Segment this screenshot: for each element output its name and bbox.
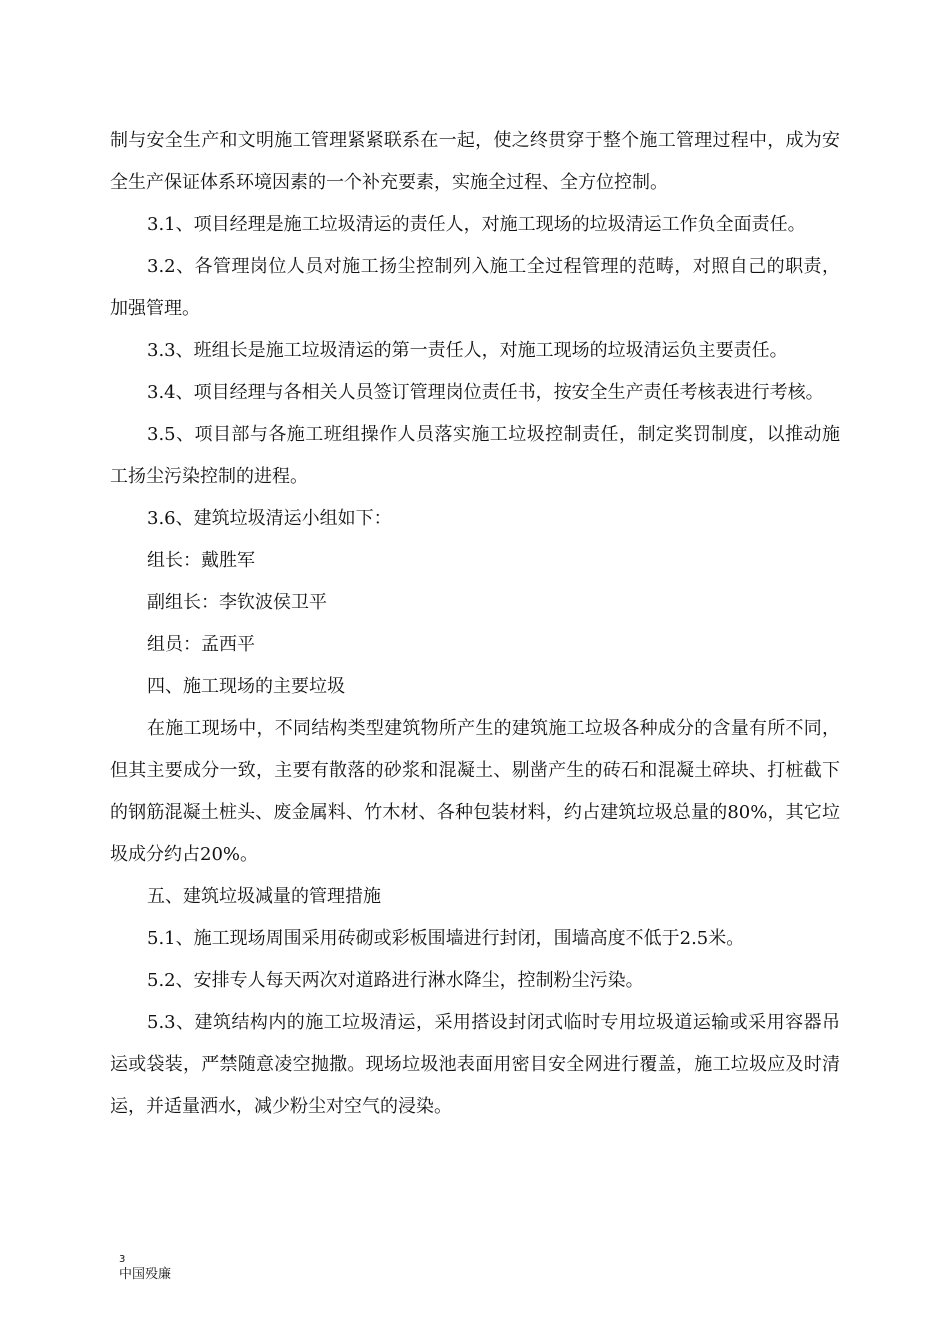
paragraph-3-1: 3.1、项目经理是施工垃圾清运的责任人，对施工现场的垃圾清运工作负全面责任。 [147, 214, 806, 235]
paragraph-3-4: 3.4、项目经理与各相关人员签订管理岗位责任书，按安全生产责任考核表进行考核。 [147, 382, 824, 403]
paragraph-5-3: 5.3、建筑结构内的施工垃圾清运，采用搭设封闭式临时专用垃圾道运输或采用容器吊运或袋装，严禁随意凌空抛撒。现场垃圾池表面用密目安全网进行覆盖，施工垃圾应及时清运，并适量洒水，减少粉尘对空气的浸染。 [110, 1012, 840, 1117]
document-body [110, 120, 840, 1128]
section-heading-5: 五、建筑垃圾减量的管理措施 [147, 886, 381, 907]
paragraph-3-5: 3.5、项目部与各施工班组操作人员落实施工垃圾控制责任，制定奖罚制度，以推动施工扬尘污染控制的进程。 [110, 424, 840, 487]
paragraph-3-2: 3.2、各管理岗位人员对施工扬尘控制列入施工全过程管理的范畴，对照自己的职责，加强管理。 [110, 256, 840, 319]
paragraph-5-1: 5.1、施工现场周围采用砖砌或彩板围墙进行封闭，围墙高度不低于2.5米。 [147, 928, 745, 949]
team-leader: 组长：戴胜军 [147, 550, 255, 571]
paragraph-3-6: 3.6、建筑垃圾清运小组如下： [147, 508, 392, 529]
team-member: 组员：孟西平 [147, 634, 255, 655]
page-number: 3 [119, 1254, 126, 1265]
section-heading-4: 四、施工现场的主要垃圾 [147, 676, 345, 697]
paragraph-main-waste: 在施工现场中，不同结构类型建筑物所产生的建筑施工垃圾各种成分的含量有所不同，但其主要成分一致，主要有散落的砂浆和混凝土、剔凿产生的砖石和混凝土碎块、打桩截下的钢筋混凝土桩头、废金属料、竹木材、各种包装材料，约占建筑垃圾总量的80%，其它垃圾成分约占20%。 [110, 718, 840, 865]
paragraph-5-2: 5.2、安排专人每天两次对道路进行淋水降尘，控制粉尘污染。 [147, 970, 644, 991]
page-footer [119, 1254, 171, 1284]
footer-text: 中国殁廉 [119, 1267, 172, 1282]
paragraph-intro-continued: 制与安全生产和文明施工管理紧紧联系在一起，使之终贯穿于整个施工管理过程中，成为安全生产保证体系环境因素的一个补充要素，实施全过程、全方位控制。 [110, 130, 840, 193]
team-deputy-leader: 副组长：李钦波侯卫平 [147, 592, 327, 613]
paragraph-3-3: 3.3、班组长是施工垃圾清运的第一责任人，对施工现场的垃圾清运负主要责任。 [147, 340, 788, 361]
